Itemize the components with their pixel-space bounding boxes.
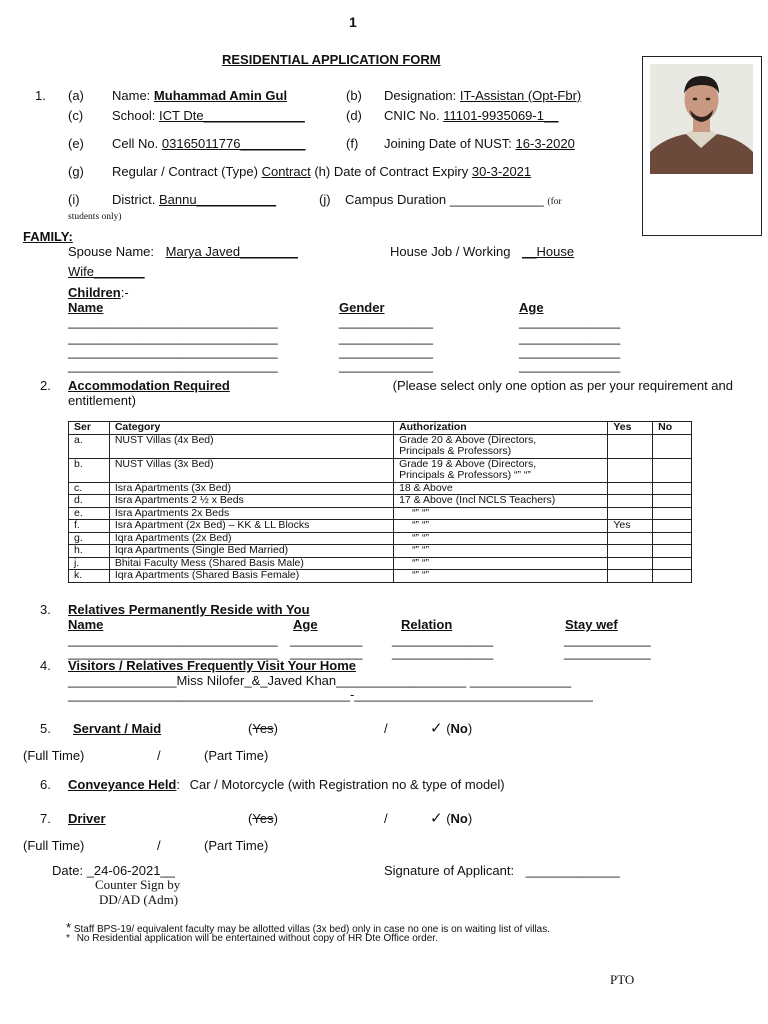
relative-age-blank-2: __________ <box>290 645 363 660</box>
yes-cell[interactable] <box>608 545 653 558</box>
driver-yes-label: Yes <box>252 811 274 826</box>
visitors-line-1: _______________Miss Nilofer_&_Javed Khan__________________ ______________ <box>68 673 572 688</box>
house-job-value-2: Wife_______ <box>68 264 145 279</box>
no-cell[interactable] <box>653 495 692 508</box>
row-ser: d. <box>69 495 110 508</box>
cnic-label: CNIC No. <box>384 108 440 123</box>
section-6-number: 6. <box>40 777 51 792</box>
servant-slash: / <box>384 721 388 736</box>
row-authorization: “” “” <box>394 507 608 520</box>
servant-part-time[interactable]: (Part Time) <box>204 748 269 763</box>
relative-name-blank-1: _____________________________ <box>68 632 278 647</box>
house-job-label: House Job / Working <box>390 244 511 259</box>
item-e-key: (e) <box>68 136 84 151</box>
yes-cell[interactable] <box>608 482 653 495</box>
item-j-key: (j) <box>319 192 331 207</box>
section-5-number: 5. <box>40 721 51 736</box>
table-row <box>69 434 692 458</box>
contract-field <box>112 164 531 179</box>
accommodation-heading <box>68 378 733 393</box>
campus-duration-value: _____________ <box>449 192 544 207</box>
section-4-number: 4. <box>40 658 51 673</box>
child-age-blank-4: ______________ <box>519 358 621 373</box>
campus-duration-label: Campus Duration <box>345 192 447 207</box>
relatives-title: Relatives Permanently Reside with You <box>68 602 310 617</box>
no-cell[interactable] <box>653 482 692 495</box>
conveyance-title: Conveyance Held <box>68 777 177 792</box>
note-2 <box>66 933 438 944</box>
row-category: Bhitai Faculty Mess (Shared Basis Male) <box>109 557 393 570</box>
item-d-key: (d) <box>346 108 362 123</box>
driver-time-slash: / <box>157 838 161 853</box>
row-category: Iqra Apartments (Shared Basis Female) <box>109 570 393 583</box>
no-cell[interactable] <box>653 545 692 558</box>
col-yes: Yes <box>608 422 653 435</box>
yes-cell[interactable] <box>608 507 653 520</box>
applicant-photo-frame <box>642 56 762 236</box>
accommodation-desc: (Please select only one option as per your requirement and <box>392 378 733 393</box>
date-field <box>52 863 175 878</box>
no-cell[interactable] <box>653 532 692 545</box>
col-ser: Ser <box>69 422 110 435</box>
signature-blank: _____________ <box>525 863 620 878</box>
children-suffix: :- <box>120 285 129 300</box>
col-category: Category <box>109 422 393 435</box>
children-col-age: Age <box>519 300 544 315</box>
relatives-col-name: Name <box>68 617 104 632</box>
child-gender-blank-4: _____________ <box>339 358 433 373</box>
row-ser: a. <box>69 434 110 458</box>
contract-type-value: Contract <box>261 164 311 179</box>
child-row-1 <box>68 314 278 329</box>
school-value: ICT Dte______________ <box>159 108 305 123</box>
relative-stay-blank-2: ____________ <box>564 645 651 660</box>
servant-time-slash: / <box>157 748 161 763</box>
col-authorization: Authorization <box>394 422 608 435</box>
conveyance-desc: Car / Motorcycle (with Registration no & type of model) <box>189 777 505 792</box>
table-row <box>69 570 692 583</box>
relative-relation-blank-2: ______________ <box>392 645 494 660</box>
visitors-title: Visitors / Relatives Frequently Visit Your Home <box>68 658 357 673</box>
house-job-field <box>390 244 574 259</box>
relative-age-blank-1: __________ <box>290 632 363 647</box>
row-ser: f. <box>69 520 110 533</box>
row-ser: j. <box>69 557 110 570</box>
children-heading <box>68 285 129 300</box>
family-heading: FAMILY: <box>23 229 73 244</box>
no-cell[interactable] <box>653 557 692 570</box>
child-name-blank: _____________________________ <box>68 314 278 329</box>
pto-label: PTO <box>610 972 635 987</box>
cnic-value: 11101-9935069-1__ <box>443 108 559 123</box>
child-gender-blank-1: _____________ <box>339 314 433 329</box>
yes-cell[interactable] <box>608 557 653 570</box>
row-authorization: 17 & Above (Incl NCLS Teachers) <box>394 495 608 508</box>
relative-stay-blank-1: ____________ <box>564 632 651 647</box>
row-authorization: “” “” <box>394 545 608 558</box>
no-cell[interactable] <box>653 520 692 533</box>
driver-part-time[interactable]: (Part Time) <box>204 838 269 853</box>
section-2-number: 2. <box>40 378 51 393</box>
joining-date-field <box>384 136 575 151</box>
servant-no-label: No <box>450 721 468 736</box>
yes-cell[interactable] <box>608 532 653 545</box>
countersign-line-1: Counter Sign by <box>95 877 181 892</box>
form-title: RESIDENTIAL APPLICATION FORM <box>222 52 441 67</box>
house-job-value: __House <box>522 244 575 259</box>
row-ser: e. <box>69 507 110 520</box>
signature-label: Signature of Applicant: <box>384 863 515 878</box>
accommodation-table <box>68 421 692 583</box>
asterisk-icon: * <box>66 933 70 944</box>
child-gender-blank-3: _____________ <box>339 344 433 359</box>
school-field <box>112 108 305 123</box>
designation-value: IT-Assistan (Opt-Fbr) <box>459 88 582 103</box>
date-value: _24-06-2021__ <box>86 863 175 878</box>
driver-no-option[interactable]: ✓ (No) <box>430 810 473 827</box>
contract-expiry-label: (h) Date of Contract Expiry <box>314 164 469 179</box>
district-label: District. <box>112 192 156 207</box>
campus-duration-field <box>345 192 562 207</box>
row-ser: h. <box>69 545 110 558</box>
driver-no-label: No <box>450 811 468 826</box>
auth-line-2: Principals & Professors) <box>399 445 512 457</box>
no-cell[interactable] <box>653 434 692 458</box>
col-no: No <box>653 422 692 435</box>
servant-title: Servant / Maid <box>73 721 162 736</box>
auth-line-2: Principals & Professors) “” “” <box>399 469 531 481</box>
campus-duration-note-2: students only) <box>68 212 122 222</box>
relatives-col-stay: Stay wef <box>565 617 618 632</box>
no-cell[interactable] <box>653 570 692 583</box>
row-category: Isra Apartments (3x Bed) <box>109 482 393 495</box>
accommodation-title: Accommodation Required <box>68 378 230 393</box>
row-ser: g. <box>69 532 110 545</box>
section-1-number: 1. <box>35 88 46 103</box>
visitors-line-2: _______________________________________-_________________________________ <box>68 687 593 702</box>
table-row <box>69 557 692 570</box>
row-category: Isra Apartment (2x Bed) – KK & LL Blocks <box>109 520 393 533</box>
row-ser: k. <box>69 570 110 583</box>
children-col-gender: Gender <box>339 300 385 315</box>
servant-full-time[interactable]: (Full Time) <box>23 748 85 763</box>
contract-type-label: Regular / Contract (Type) <box>112 164 258 179</box>
date-label: Date: <box>52 863 84 878</box>
item-i-key: (i) <box>68 192 80 207</box>
row-authorization: “” “” <box>394 570 608 583</box>
row-ser: c. <box>69 482 110 495</box>
joining-date-label: Joining Date of NUST: <box>384 136 512 151</box>
driver-full-time[interactable]: (Full Time) <box>23 838 85 853</box>
designation-field <box>384 88 581 103</box>
spouse-label: Spouse Name: <box>68 244 154 259</box>
table-row <box>69 495 692 508</box>
note-1-text: Staff BPS-19/ equivalent faculty may be allotted villas (3x bed) only in case no one is on waiting list of villas. <box>73 924 551 935</box>
driver-title: Driver <box>68 811 106 826</box>
table-header-row <box>69 422 692 435</box>
relative-name-blank-2: _____________________________ <box>68 645 278 660</box>
row-authorization: “” “” <box>394 557 608 570</box>
conveyance-colon: : <box>176 777 180 792</box>
yes-cell[interactable] <box>608 458 653 482</box>
child-gender-blank-2: _____________ <box>339 330 433 345</box>
name-field <box>112 88 287 103</box>
servant-no-option[interactable]: ✓ (No) <box>430 720 473 737</box>
applicant-photo <box>650 64 753 174</box>
row-category: NUST Villas (3x Bed) <box>109 458 393 482</box>
section-3-number: 3. <box>40 602 51 617</box>
cell-field <box>112 136 306 151</box>
table-row <box>69 507 692 520</box>
row-category: NUST Villas (4x Bed) <box>109 434 393 458</box>
asterisk-icon: * <box>66 920 72 935</box>
table-row <box>69 532 692 545</box>
designation-label: Designation: <box>384 88 457 103</box>
item-f-key: (f) <box>346 136 359 151</box>
cell-label: Cell No. <box>112 136 159 151</box>
row-category: Isra Apartments 2 ½ x Beds <box>109 495 393 508</box>
campus-duration-note: (for <box>547 197 562 207</box>
row-authorization: 18 & Above <box>394 482 608 495</box>
row-ser: b. <box>69 458 110 482</box>
child-row-3: _____________________________ <box>68 344 278 359</box>
no-cell[interactable] <box>653 507 692 520</box>
row-authorization: “” “” <box>394 532 608 545</box>
row-authorization <box>394 458 608 482</box>
signature-field <box>384 863 620 878</box>
driver-slash: / <box>384 811 388 826</box>
countersign-line-2: DD/AD (Adm) <box>99 892 179 907</box>
auth-line-1: Grade 19 & Above (Directors, <box>399 457 537 470</box>
relatives-col-relation: Relation <box>401 617 453 632</box>
note-2-text: No Residential application will be entertained without copy of HR Dte Office order. <box>76 933 438 944</box>
check-icon: ✓ <box>430 720 443 737</box>
driver-yes-option[interactable]: (Yes) <box>248 811 278 826</box>
row-authorization: “” “” <box>394 520 608 533</box>
district-field <box>112 192 276 207</box>
relatives-col-age: Age <box>293 617 318 632</box>
table-row <box>69 520 692 533</box>
yes-cell[interactable] <box>608 434 653 458</box>
row-category: Iqra Apartments (Single Bed Married) <box>109 545 393 558</box>
item-c-key: (c) <box>68 108 84 123</box>
school-label: School: <box>112 108 156 123</box>
relative-relation-blank-1: ______________ <box>392 632 494 647</box>
row-category: Isra Apartments 2x Beds <box>109 507 393 520</box>
joining-date-value: 16-3-2020 <box>515 136 575 151</box>
name-value: Muhammad Amin Gul <box>153 88 288 103</box>
spouse-field <box>68 244 298 259</box>
table-row <box>69 545 692 558</box>
child-row-2: _____________________________ <box>68 330 278 345</box>
item-a-key: (a) <box>68 88 84 103</box>
conveyance-field <box>68 777 505 792</box>
district-value: Bannu___________ <box>158 192 277 207</box>
item-g-key: (g) <box>68 164 84 179</box>
yes-cell[interactable] <box>608 495 653 508</box>
section-7-number: 7. <box>40 811 51 826</box>
child-age-blank-3: ______________ <box>519 344 621 359</box>
yes-cell[interactable] <box>608 570 653 583</box>
servant-yes-label: Yes <box>252 721 274 736</box>
cell-value: 03165011776_________ <box>161 136 306 151</box>
yes-cell[interactable]: Yes <box>608 520 653 533</box>
children-label: Children <box>68 285 121 300</box>
auth-line-1: Grade 20 & Above (Directors, <box>399 433 537 446</box>
row-category: Iqra Apartments (2x Bed) <box>109 532 393 545</box>
children-col-name: Name <box>68 300 104 315</box>
no-cell[interactable] <box>653 458 692 482</box>
page-number: 1 <box>349 14 357 30</box>
table-row <box>69 458 692 482</box>
child-row-4: _____________________________ <box>68 358 278 373</box>
cnic-field <box>384 108 558 123</box>
contract-expiry-value: 30-3-2021 <box>471 164 532 179</box>
row-authorization <box>394 434 608 458</box>
check-icon: ✓ <box>430 810 443 827</box>
table-row <box>69 482 692 495</box>
child-age-blank-2: ______________ <box>519 330 621 345</box>
spouse-value: Marya Javed________ <box>165 244 298 259</box>
servant-yes-option[interactable]: (Yes) <box>248 721 278 736</box>
child-age-blank-1: ______________ <box>519 314 621 329</box>
name-label: Name: <box>112 88 151 103</box>
item-b-key: (b) <box>346 88 362 103</box>
accommodation-desc-2: entitlement) <box>68 393 136 408</box>
